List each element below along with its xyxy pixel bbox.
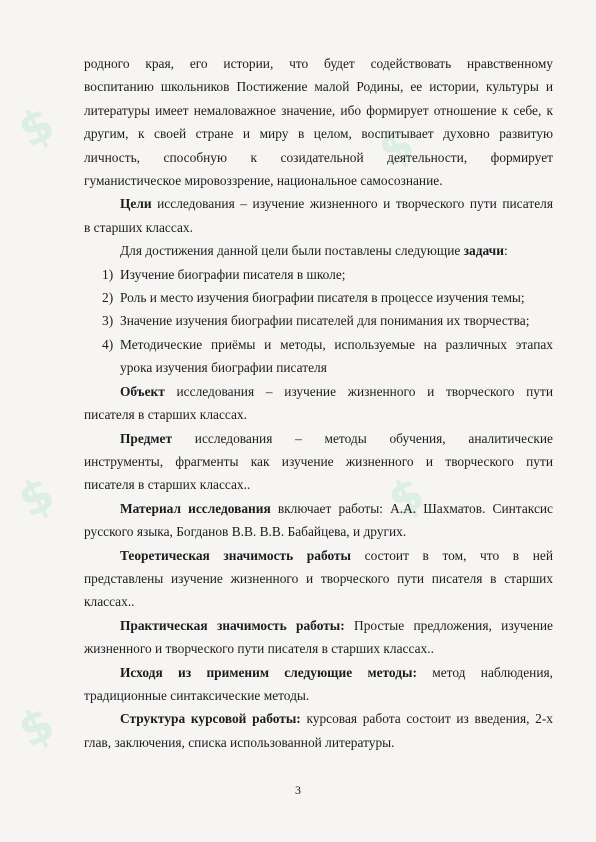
text-line: писателя в старших классах.. [84, 477, 251, 493]
text-line: жизненного и творческого пути писателя в старших классах.. [84, 641, 434, 657]
watermark-logo: $ [9, 695, 63, 759]
goal-text: исследования – изучение жизненного и творческого пути писателя [151, 196, 553, 212]
practice-label: Практическая значимость работы: [120, 617, 345, 633]
watermark-logo: $ [379, 465, 433, 529]
text-line: личность, способную к созидательной деятельности, формирует [84, 149, 553, 165]
material-paragraph [84, 497, 553, 520]
text-line: писателя в старших классах. [84, 407, 247, 423]
text-line: воспитанию школьников Постижение малой Родины, ее истории, культуры и [84, 79, 553, 95]
material-text: включает работы: А.А. Шахматов. Синтаксис [270, 500, 553, 516]
text-line: в старших классах. [84, 219, 193, 235]
methods-paragraph [84, 661, 553, 684]
goal-paragraph [84, 192, 553, 215]
list-item [84, 333, 553, 356]
text-line: глав, заключения, списка использованной литературы. [84, 734, 395, 750]
goal-label: Цели [120, 196, 152, 212]
watermark-logo: $ [9, 95, 63, 159]
text-line: представлены изучение жизненного и творческого пути писателя в старших [84, 570, 553, 586]
list-number: 2) [102, 290, 114, 306]
practice-paragraph [84, 614, 553, 637]
list-text: Роль и место изучения биографии писателя в процессе изучения темы; [120, 290, 525, 306]
object-paragraph [84, 380, 553, 403]
theory-text: состоит в том, что в ней [351, 547, 553, 563]
theory-label: Теоретическая значимость работы [120, 547, 352, 563]
text-line: гуманистическое мировоззрение, национальное самосознание. [84, 173, 443, 189]
practice-text: Простые предложения, изучение [344, 617, 553, 633]
tasks-intro [84, 239, 553, 262]
text-line: родного края, его истории, что будет содействовать нравственному [84, 56, 553, 71]
list-number: 3) [102, 313, 114, 329]
subject-text: исследования – методы обучения, аналитические [172, 430, 553, 446]
list-item [84, 263, 553, 286]
text-line: инструменты, фрагменты как изучение жизненного и творческого пути [84, 453, 553, 469]
list-item [84, 309, 553, 332]
watermark-logo: $ [9, 465, 63, 529]
methods-text: метод наблюдения, [416, 664, 553, 680]
text-line: другим, к своей стране и миру в целом, воспитывает духовно развитую [84, 126, 553, 142]
tasks-intro-text: Для достижения данной цели были поставлены следующие [120, 243, 464, 259]
methods-label: Исходя из применим следующие методы: [120, 664, 417, 680]
watermark-logo: $ [369, 115, 423, 179]
subject-label: Предмет [120, 430, 173, 446]
structure-label: Структура курсовой работы: [120, 711, 301, 727]
body-text [84, 52, 553, 754]
text-line: классах.. [84, 594, 135, 610]
structure-text: курсовая работа состоит из введения, 2-х [300, 711, 553, 727]
tasks-colon: : [503, 243, 508, 259]
material-label: Материал исследования [120, 500, 271, 516]
list-number: 4) [102, 336, 114, 352]
list-text: Изучение биографии писателя в школе; [120, 266, 346, 282]
object-label: Объект [120, 383, 165, 399]
list-item [84, 286, 553, 309]
list-text: Методические приёмы и методы, используемые на различных этапах [120, 336, 553, 352]
object-text: исследования – изучение жизненного и творческого пути [164, 383, 553, 399]
structure-paragraph [84, 707, 553, 730]
text-line: традиционные синтаксические методы. [84, 687, 310, 703]
page-number: 3 [295, 783, 301, 797]
theory-paragraph [84, 544, 553, 567]
text-line: литературы имеет немаловажное значение, ибо формирует отношение к себе, к [84, 102, 553, 118]
list-text: Значение изучения биографии писателей для понимания их творчества; [120, 313, 530, 329]
list-number: 1) [102, 266, 114, 282]
tasks-label: задачи [463, 243, 504, 259]
subject-paragraph [84, 427, 553, 450]
text-line: русского языка, Богданов В.В. В.В. Бабайцева, и других. [84, 524, 407, 540]
list-item-continuation: урока изучения биографии писателя [120, 360, 327, 376]
